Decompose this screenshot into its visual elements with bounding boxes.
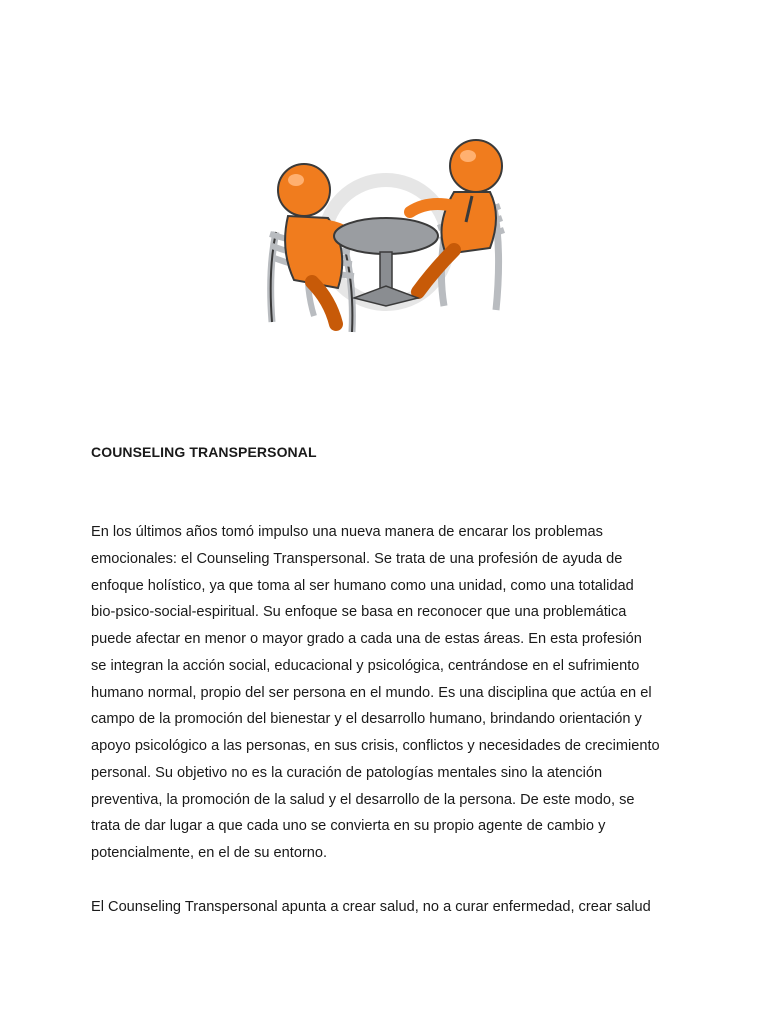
- text-line: El Counseling Transpersonal apunta a crear salud, no a curar enfermedad, crear salud: [91, 899, 651, 915]
- paragraph-1: [91, 519, 691, 867]
- text-line: preventiva, la promoción de la salud y el desarrollo de la persona. De este modo, se: [91, 791, 635, 808]
- text-line: humano normal, propio del ser persona en el mundo. Es una disciplina que actúa en el: [91, 684, 652, 701]
- text-line: campo de la promoción del bienestar y el desarrollo humano, brindando orientación y: [91, 711, 642, 728]
- text-line: apoyo psicológico a las personas, en sus crisis, conflictos y necesidades de crecimiento: [91, 738, 660, 754]
- right-person: [410, 140, 502, 292]
- counseling-illustration: [258, 130, 514, 350]
- paragraph-2: [91, 894, 691, 921]
- text-line: puede afectar en menor o mayor grado a cada una de estas áreas. En esta profesión: [91, 631, 642, 647]
- text-line: bio-psico-social-espiritual. Su enfoque se basa en reconocer que una problemática: [91, 604, 627, 621]
- two-people-at-table-icon: [258, 130, 514, 350]
- text-line: enfoque holístico, ya que toma al ser humano como una unidad, como una totalidad: [91, 577, 634, 594]
- text-line: potencialmente, en el de su entorno.: [91, 845, 328, 861]
- document-title: COUNSELING TRANSPERSONAL: [91, 444, 317, 460]
- text-line: emocionales: el Counseling Transpersonal. Se trata de una profesión de ayuda de: [91, 550, 623, 567]
- text-line: En los últimos años tomó impulso una nueva manera de encarar los problemas: [91, 524, 603, 540]
- text-line: personal. Su objetivo no es la curación de patologías mentales sino la atención: [91, 764, 603, 781]
- text-line: trata de dar lugar a que cada uno se convierta en su propio agente de cambio y: [91, 818, 606, 835]
- text-line: se integran la acción social, educacional y psicológica, centrándose en el sufrimiento: [91, 657, 640, 674]
